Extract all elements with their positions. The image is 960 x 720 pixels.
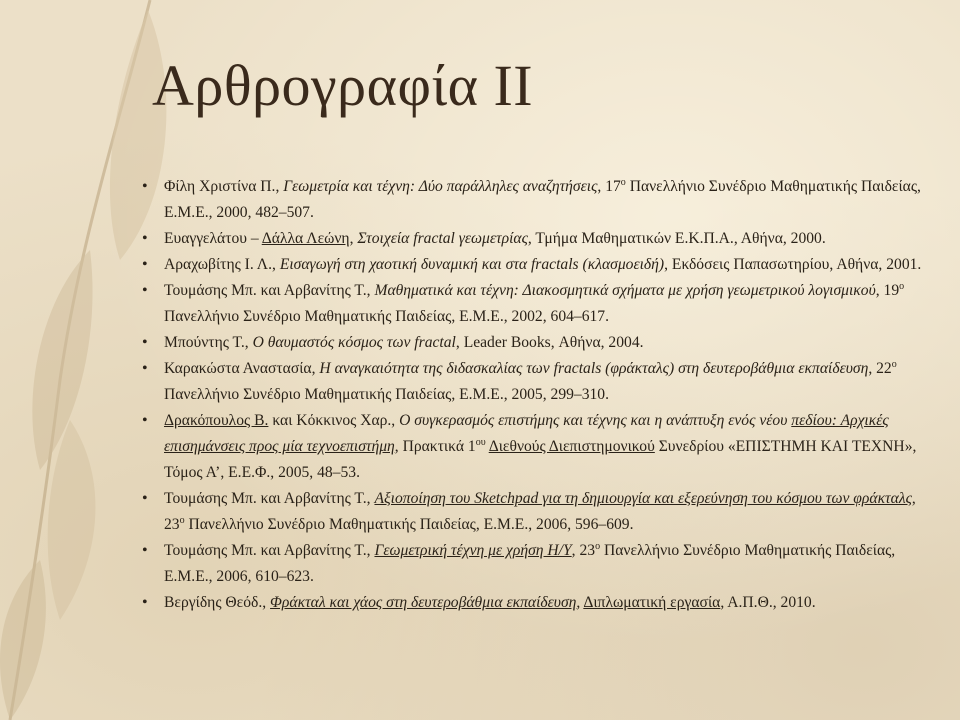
reference-text: , Πρακτικά 1 [394, 438, 476, 455]
reference-text: Τουμάσης Μπ. και Αρβανίτης Τ., [164, 490, 375, 507]
reference-text: Πανελλήνιο Συνέδριο Μαθηματικής Παιδείας, Ε.Μ.Ε., 2002, 604–617. [164, 308, 609, 325]
reference-text: , [576, 594, 584, 611]
reference-text: Τουμάσης Μπ. και Αρβανίτης Τ., [164, 542, 375, 559]
reference-text: Πανελλήνιο Συνέδριο Μαθηματικής Παιδείας, Ε.Μ.Ε., 2005, 299–310. [164, 386, 609, 403]
slide-title: Αρθρογραφία ΙΙ [152, 53, 534, 118]
reference-item [140, 538, 940, 590]
reference-text: Γεωμετρία και τέχνη: [283, 178, 419, 195]
reference-text: Στοιχεία fractal γεωμετρίας [357, 230, 528, 247]
reference-item [140, 226, 940, 252]
reference-item [140, 590, 940, 616]
reference-text: ο [620, 176, 626, 188]
reference-text: Η αναγκαιότητα της διδασκαλίας των fractals (φράκταλς) στη δευτεροβάθμια εκπαίδευση [319, 360, 869, 377]
reference-text: Φίλη Χριστίνα Π., [164, 178, 284, 195]
reference-text: και Κόκκινος Χαρ., [268, 412, 400, 429]
reference-text: Γεωμετρική τέχνη με χρήση Η/Υ [374, 542, 572, 559]
reference-text: Δρακόπουλος Β. [164, 412, 269, 429]
reference-text: , 23 [571, 542, 596, 559]
reference-text: Βεργίδης Θεόδ., [164, 594, 271, 611]
reference-text: Τουμάσης Μπ. και Αρβανίτης Τ., [164, 282, 375, 299]
reference-text: Πανελλήνιο Συνέδριο Μαθηματικής Παιδείας, Ε.Μ.Ε., 2006, 596–609. [184, 516, 634, 533]
reference-text: Φράκταλ και χάος στη δευτεροβάθμια εκπαίδευση [270, 594, 577, 611]
reference-text: Πανελλήνιο Συνέδριο Μαθηματικής Παιδείας, Ε.Μ.Ε., 2000, 482–507. [164, 178, 921, 221]
reference-text: , [349, 230, 358, 247]
reference-list [140, 174, 940, 616]
reference-text: , Εκδόσεις Παπασωτηρίου, Αθήνα, 2001. [664, 256, 922, 273]
reference-text: ο [179, 514, 185, 526]
reference-item [140, 330, 940, 356]
reference-text: , 19 [875, 282, 900, 299]
reference-item [140, 486, 940, 538]
reference-text: Ο συγκερασμός επιστήμης και τέχνης και η ανάπτυξη ενός νέου [399, 412, 792, 429]
reference-text: Διεθνούς Διεπιστημονικού [488, 438, 655, 455]
reference-text: πεδίου: Αρχικές επισημάνσεις προς μία τεχνοεπιστήμη [164, 412, 889, 455]
reference-text: Αξιοποίηση του Sketchpad για τη δημιουργία και εξερεύνηση του κόσμου των φράκταλς [374, 490, 912, 507]
reference-text: Μαθηματικά και τέχνη: Διακοσμητικά σχήματα με χρήση γεωμετρικού λογισμικού [374, 282, 876, 299]
reference-item [140, 356, 940, 408]
reference-item [140, 278, 940, 330]
reference-text: , 17 [597, 178, 621, 195]
reference-text: , Leader Books, Αθήνα, 2004. [455, 334, 644, 351]
reference-text: , 22 [868, 360, 892, 377]
reference-text: ου [475, 436, 486, 448]
reference-text: ο [891, 358, 897, 370]
reference-text: ο [595, 540, 601, 552]
reference-text: Συνεδρίου «ΕΠΙΣΤΗΜΗ ΚΑΙ ΤΕΧΝΗ», Τόμος Α’, Ε.Ε.Φ., 2005, 48–53. [164, 438, 917, 481]
reference-text: , 23 [164, 490, 916, 533]
reference-text: Καρακώστα Αναστασία, [164, 360, 320, 377]
reference-text: Δάλλα Λεώνη [261, 230, 350, 247]
reference-text: ο [899, 280, 905, 292]
reference-text: Ο θαυμαστός κόσμος των fractal [252, 334, 456, 351]
reference-text: Αραχωβίτης Ι. Λ., [164, 256, 280, 273]
reference-text: , Α.Π.Θ., 2010. [720, 594, 816, 611]
reference-text: Δύο παράλληλες αναζητήσεις [418, 178, 598, 195]
reference-text: Εισαγωγή στη χαοτική δυναμική και στα fractals (κλασμοειδή) [279, 256, 665, 273]
reference-text: Μπούντης Τ., [164, 334, 253, 351]
reference-item [140, 408, 940, 486]
reference-text: Πανελλήνιο Συνέδριο Μαθηματικής Παιδείας, Ε.Μ.Ε., 2006, 610–623. [164, 542, 896, 585]
reference-item [140, 174, 940, 226]
reference-text: Ευαγγελάτου – [164, 230, 262, 247]
reference-text: Διπλωματική εργασία [583, 594, 721, 611]
reference-item [140, 252, 940, 278]
reference-text: , Τμήμα Μαθηματικών Ε.Κ.Π.Α., Αθήνα, 2000. [527, 230, 826, 247]
